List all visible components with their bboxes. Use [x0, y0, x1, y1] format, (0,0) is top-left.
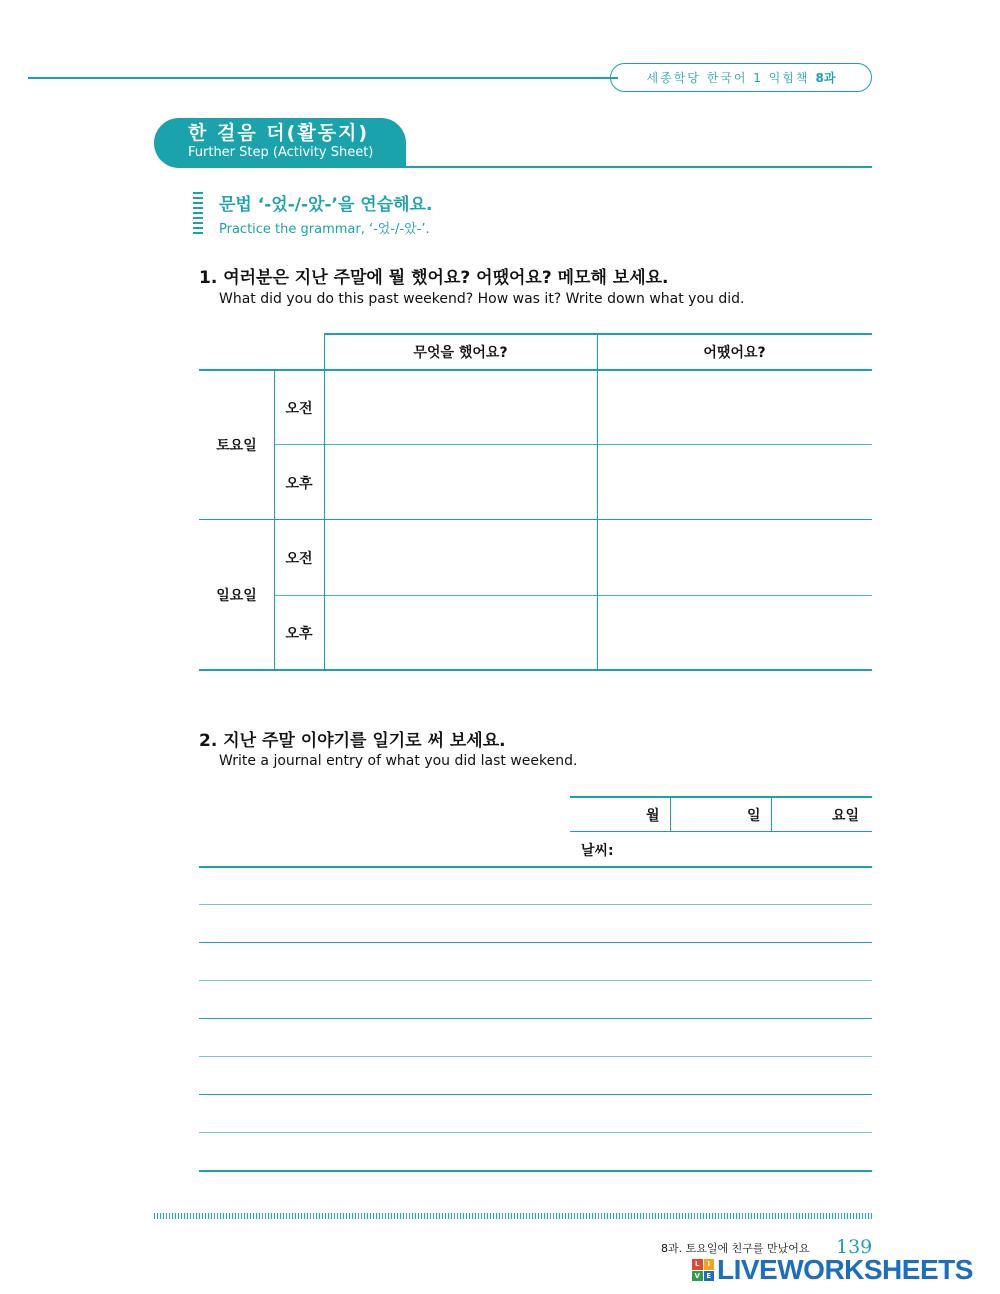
question-2-title: 2. 지난 주말 이야기를 일기로 써 보세요. — [199, 731, 506, 751]
answer-cell-sun-am-how[interactable] — [599, 521, 871, 594]
weekday-label: 요일 — [832, 808, 860, 824]
question-1-subtitle: What did you do this past weekend? How was it? Write down what you did. — [219, 291, 745, 307]
grammar-title-ko: 문법 ‘-었-/-았-’을 연습해요. — [219, 195, 433, 215]
answer-cell-sat-pm-what[interactable] — [326, 446, 596, 518]
weather-label: 날씨: — [581, 843, 614, 859]
date-top-rule — [570, 796, 872, 798]
day-sunday: 일요일 — [216, 588, 257, 604]
journal-line[interactable] — [199, 1170, 872, 1172]
grammar-title-en: Practice the grammar, ‘-었-/-았-’. — [219, 222, 430, 237]
answer-cell-sat-am-what[interactable] — [326, 371, 596, 443]
journal-line[interactable] — [199, 1056, 872, 1057]
footer-rule — [154, 1213, 872, 1219]
time-pm: 오후 — [285, 476, 313, 492]
journal-line[interactable] — [199, 1018, 872, 1019]
time-am: 오전 — [285, 401, 313, 417]
book-title: 세종학당 한국어 1 익힘책 — [646, 71, 810, 85]
journal-line[interactable] — [199, 904, 872, 905]
row-divider — [274, 444, 872, 445]
journal-line[interactable] — [199, 866, 872, 868]
time-am: 오전 — [285, 551, 313, 567]
book-label — [610, 63, 872, 92]
answer-cell-sun-pm-how[interactable] — [599, 597, 871, 668]
column-header-how: 어땠어요? — [703, 345, 766, 361]
question-2-subtitle: Write a journal entry of what you did last weekend. — [219, 753, 578, 769]
section-title-ko: 한 걸음 더(활동지) — [188, 122, 370, 144]
footer-chapter: 8과. 토요일에 친구를 만났어요 — [661, 1242, 810, 1255]
title-rule — [404, 166, 872, 168]
col-divider — [324, 333, 325, 670]
table-top-rule — [324, 333, 872, 335]
row-divider — [274, 595, 872, 596]
column-header-what: 무엇을 했어요? — [413, 345, 508, 361]
day-saturday: 토요일 — [216, 438, 257, 454]
liveworksheets-logo-icon: L I V E — [692, 1259, 714, 1281]
month-label: 월 — [646, 808, 660, 824]
answer-cell-sat-am-how[interactable] — [599, 371, 871, 443]
weekend-memo-table — [199, 333, 872, 671]
page-number: 139 — [836, 1236, 873, 1258]
answer-cell-sun-am-what[interactable] — [326, 521, 596, 594]
grammar-marker — [193, 192, 203, 236]
answer-cell-sat-pm-how[interactable] — [599, 446, 871, 518]
header-rule — [28, 77, 618, 79]
liveworksheets-brand: LIVEWORKSHEETS — [717, 1254, 973, 1285]
liveworksheets-watermark — [692, 1254, 973, 1286]
lesson-number: 8과 — [815, 71, 836, 85]
journal-line[interactable] — [199, 980, 872, 981]
question-1-title: 1. 여러분은 지난 주말에 뭘 했어요? 어땠어요? 메모해 보세요. — [199, 268, 669, 288]
time-pm: 오후 — [285, 626, 313, 642]
col-divider — [597, 333, 598, 670]
date-divider — [771, 796, 772, 832]
table-bottom-rule — [199, 669, 872, 671]
date-divider — [670, 796, 671, 832]
section-title-tab — [154, 118, 406, 168]
journal-line[interactable] — [199, 942, 872, 943]
day-divider — [199, 519, 872, 520]
journal-line[interactable] — [199, 1132, 872, 1133]
day-label: 일 — [747, 808, 761, 824]
section-title-en: Further Step (Activity Sheet) — [188, 145, 374, 160]
journal-line[interactable] — [199, 1094, 872, 1095]
answer-cell-sun-pm-what[interactable] — [326, 597, 596, 668]
date-bottom-rule — [570, 831, 872, 832]
